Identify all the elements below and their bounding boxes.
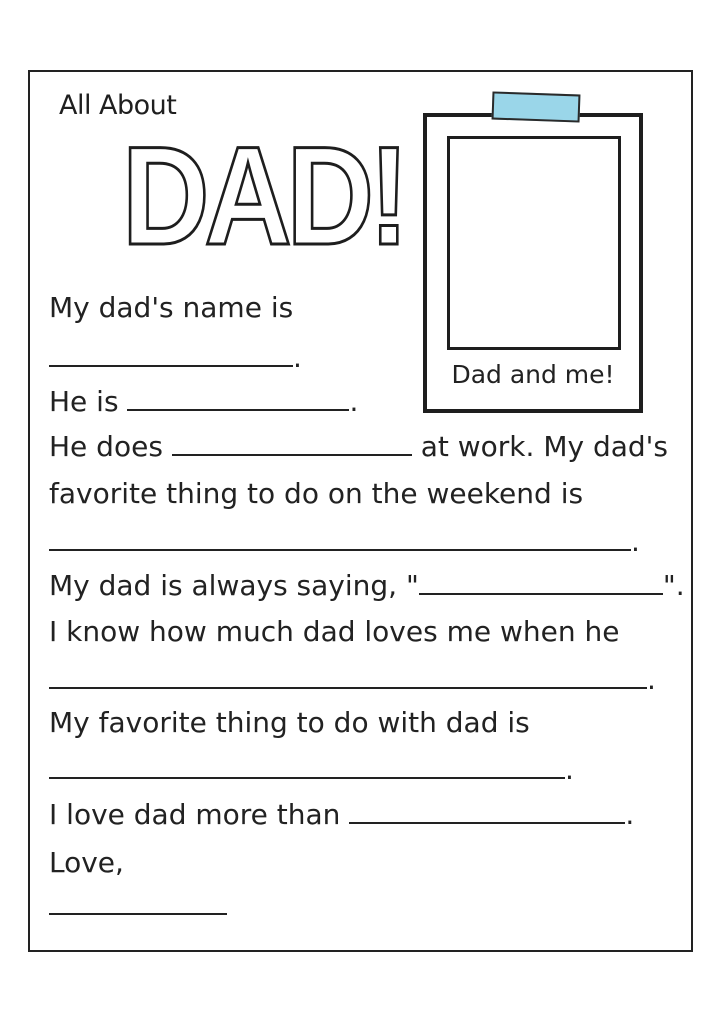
period: . [293,341,302,374]
name-line [49,342,302,374]
loves-me-blank[interactable] [49,665,647,689]
photo-area[interactable] [447,136,621,350]
he-does-line [49,431,668,463]
at-work-label: at work. My dad's [420,430,668,463]
subtitle: All About [59,90,177,121]
favorite-line [49,754,574,786]
weekend-line [49,526,640,558]
quote-end: ". [662,569,685,602]
loves-me-prompt: I know how much dad loves me when he [49,615,620,648]
loves-me-line [49,664,656,696]
saying-line [49,570,685,602]
love-more-line [49,799,634,831]
love-more-blank[interactable] [349,800,625,824]
dad-title [118,117,408,274]
saying-label: My dad is always saying, " [49,569,419,602]
he-is-label: He is [49,385,119,418]
weekend-prompt: favorite thing to do on the weekend is [49,477,584,510]
period: . [349,385,359,418]
tape-decoration [492,91,581,122]
name-blank[interactable] [49,343,293,367]
name-prompt: My dad's name is [49,291,294,324]
favorite-prompt: My favorite thing to do with dad is [49,706,530,739]
he-is-line [49,386,358,418]
he-does-label: He does [49,430,163,463]
period: . [565,753,574,786]
period: . [625,798,635,831]
weekend-blank[interactable] [49,527,631,551]
he-does-blank[interactable] [172,432,412,456]
photo-caption: Dad and me! [451,360,615,389]
he-is-blank[interactable] [127,387,349,411]
love-more-label: I love dad more than [49,798,341,831]
dad-title-text: DAD! [122,117,404,274]
saying-blank[interactable] [419,571,663,595]
period: . [631,525,640,558]
period: . [647,663,656,696]
signature-line [49,890,227,922]
signature-blank[interactable] [49,891,227,915]
favorite-blank[interactable] [49,755,565,779]
sign-off: Love, [49,846,124,879]
